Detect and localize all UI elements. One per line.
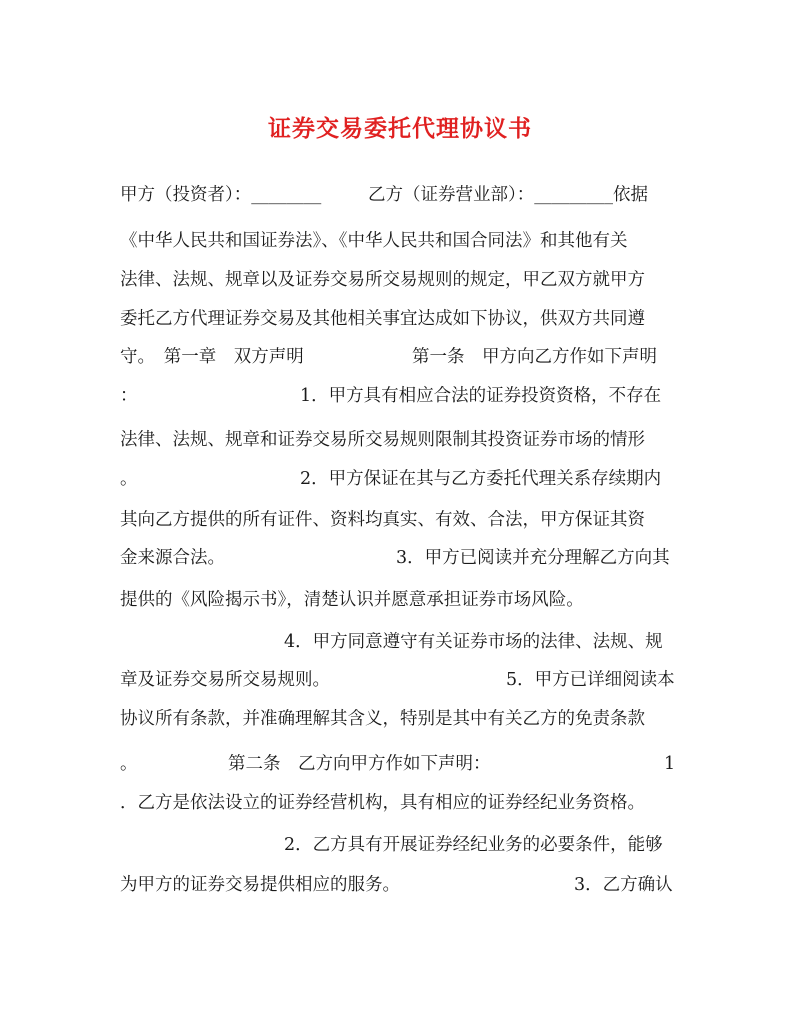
text-segment: 守。 第一章 双方声明 — [120, 347, 304, 367]
text-segment: 法律、法规、规章和证券交易所交易规则限制其投资证券市场的情形 — [120, 430, 645, 450]
text-segment: 甲方（投资者）：________ — [120, 185, 322, 205]
text-segment: 。 — [120, 754, 138, 774]
text-segment: 5．甲方已详细阅读本 — [506, 670, 675, 690]
text-segment: 2．乙方具有开展证券经纪业务的必要条件，能够 — [284, 835, 663, 855]
text-segment: 金来源合法。 — [120, 548, 225, 568]
body-line — [120, 304, 678, 334]
body-line — [120, 342, 678, 372]
body-line — [120, 381, 678, 411]
text-segment: 《中华人民共和国证券法》、《中华人民共和国合同法》和其他有关 — [120, 231, 628, 251]
document-title: 证券交易委托代理协议书 — [268, 115, 532, 142]
body-line — [120, 505, 678, 535]
body-line — [120, 180, 678, 210]
text-segment: 乙方（证券营业部）：_________依据 — [368, 185, 648, 205]
body-line — [120, 265, 678, 295]
body-line — [120, 665, 678, 695]
body-line — [120, 543, 678, 573]
text-segment: 4．甲方同意遵守有关证券市场的法律、法规、规 — [284, 632, 663, 652]
body-line — [120, 830, 678, 860]
body-line — [120, 425, 678, 455]
text-segment: 法律、法规、规章以及证券交易所交易规则的规定，甲乙双方就甲方 — [120, 270, 645, 290]
text-segment: 委托乙方代理证券交易及其他相关事宜达成如下协议，供双方共同遵 — [120, 309, 645, 329]
text-segment: 。 — [120, 469, 138, 489]
text-segment: 为甲方的证券交易提供相应的服务。 — [120, 875, 400, 895]
text-segment: 1．甲方具有相应合法的证券投资资格，不存在 — [300, 386, 662, 406]
text-segment: 3．乙方确认 — [574, 875, 673, 895]
body-line — [120, 585, 678, 615]
text-segment: 第一条 甲方向乙方作如下声明 — [412, 347, 657, 367]
text-segment: 提供的《风险揭示书》，清楚认识并愿意承担证券市场风险。 — [120, 590, 584, 610]
text-segment: 章及证券交易所交易规则。 — [120, 670, 330, 690]
text-segment: 第二条 乙方向甲方作如下声明： — [228, 754, 491, 774]
body-line — [120, 749, 678, 779]
body-line — [120, 788, 678, 818]
body-line — [120, 704, 678, 734]
body-line — [120, 870, 678, 900]
body-line — [120, 627, 678, 657]
text-segment: 协议所有条款，并准确理解其含义，特别是其中有关乙方的免责条款 — [120, 709, 645, 729]
text-segment: 其向乙方提供的所有证件、资料均真实、有效、合法，甲方保证其资 — [120, 510, 645, 530]
text-segment: 2．甲方保证在其与乙方委托代理关系存续期内 — [300, 469, 662, 489]
text-segment: 1 — [664, 754, 676, 774]
body-line — [120, 226, 678, 256]
text-segment: 3．甲方已阅读并充分理解乙方向其 — [396, 548, 670, 568]
text-segment: ： — [120, 386, 138, 406]
text-segment: ．乙方是依法设立的证券经营机构，具有相应的证券经纪业务资格。 — [120, 793, 645, 813]
body-line — [120, 464, 678, 494]
